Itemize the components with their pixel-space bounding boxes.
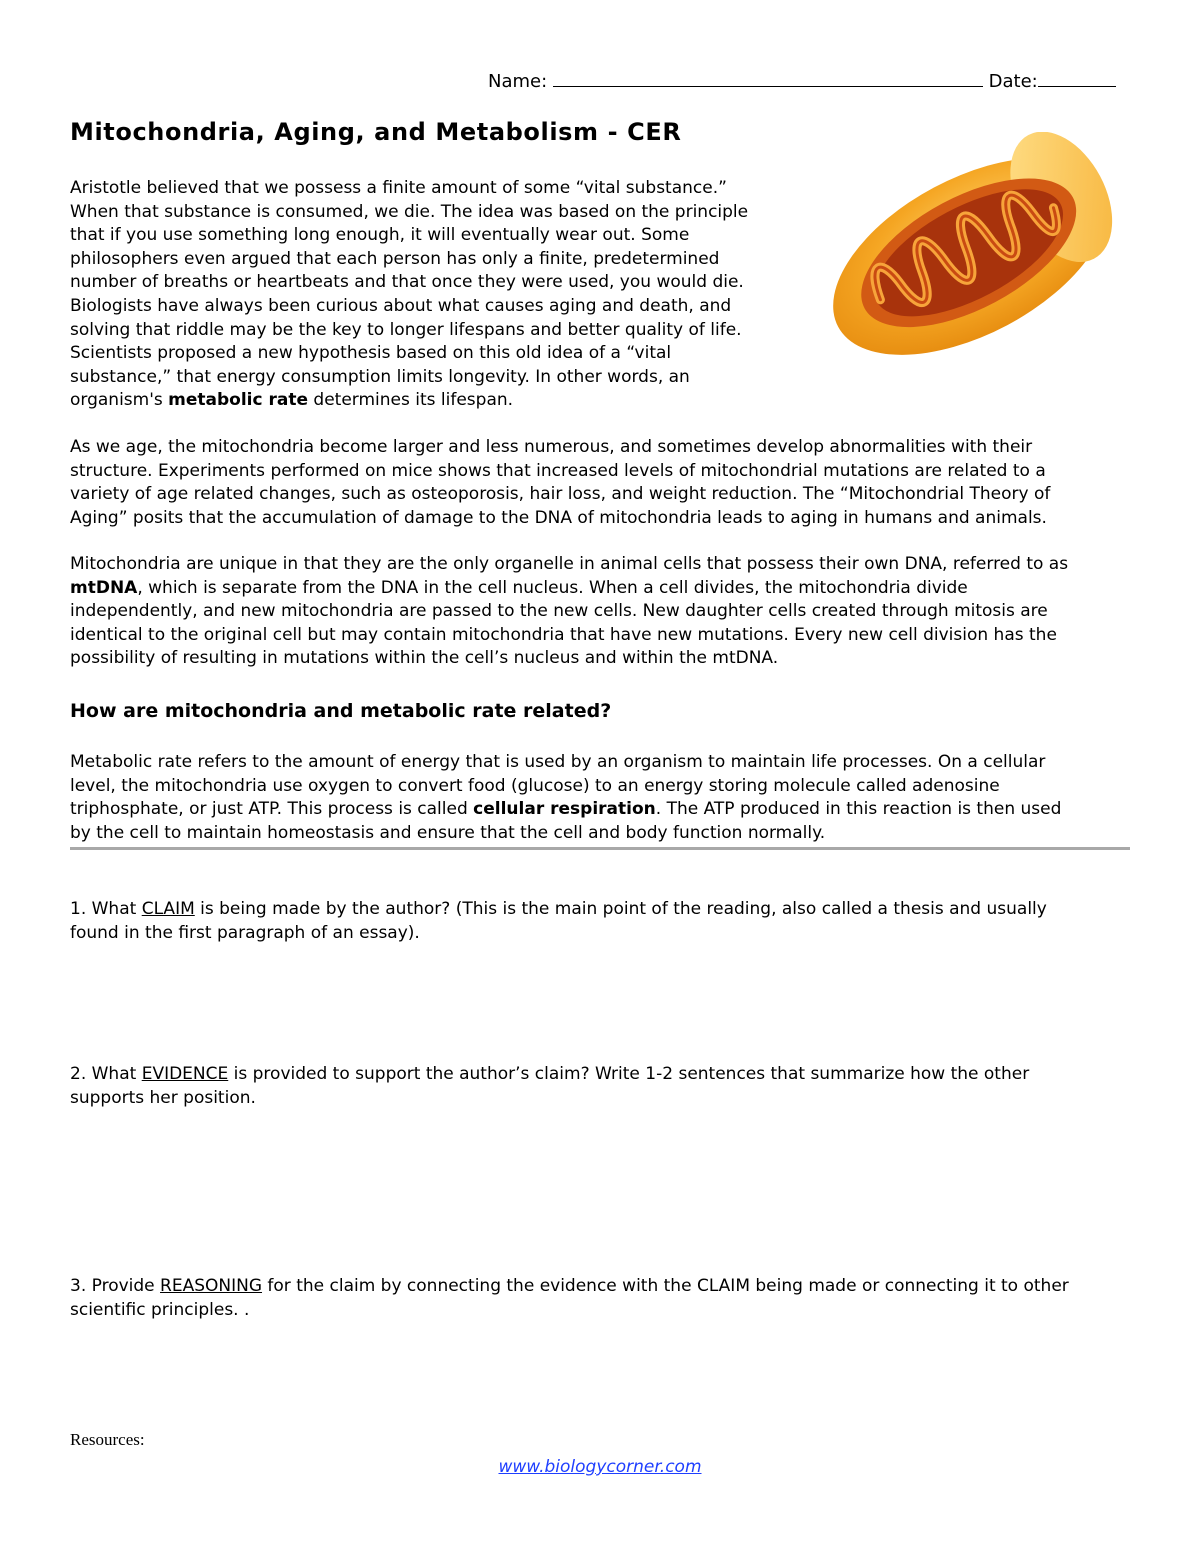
name-field[interactable] [553,70,983,87]
question-claim [70,898,1130,945]
aging-line: As we age, the mitochondria become larger and less numerous, and sometimes develop abnormalities with their [70,437,1033,457]
question-evidence [70,1063,1130,1110]
mtdna-text: , which is separate from the DNA in the cell nucleus. When a cell divides, the mitochondria divide [137,577,968,598]
question-line [70,1275,1130,1299]
mtdna-line [70,577,1140,601]
question-text: is provided to support the author’s claim? Write 1-2 sentences that summarize how the other [228,1064,1030,1084]
metabolic-line: Metabolic rate refers to the amount of energy that is used by an organism to maintain life processes. On a cellular [70,752,1046,772]
title-main: Mitochondria, Aging, and Metabolism [70,118,599,146]
intro-line: that if you use something long enough, it will eventually wear out. Some [70,225,690,246]
question-text: for the claim by connecting the evidence with the CLAIM being made or connecting it to other [262,1276,1069,1296]
metabolic-paragraph [70,751,1140,845]
reasoning-keyword: REASONING [160,1276,263,1296]
intro-line: substance,” that energy consumption limits longevity. In other words, an [70,366,690,387]
mtdna-line: possibility of resulting in mutations within the cell’s nucleus and within the mtDNA. [70,648,779,669]
question-reasoning [70,1275,1130,1322]
question-text: 2. What [70,1064,142,1084]
question-line: scientific principles. . [70,1299,250,1320]
date-field[interactable] [1038,70,1116,87]
aging-line: Aging” posits that the accumulation of damage to the DNA of mitochondria leads to aging in humans and animals. [70,507,1047,528]
mtdna-line: independently, and new mitochondria are passed to the new cells. New daughter cells created through mitosis are [70,601,1048,622]
aging-paragraph [70,436,1140,530]
section-divider [70,847,1130,850]
question-line [70,898,1130,922]
section-heading: How are mitochondria and metabolic rate related? [70,700,612,722]
question-line: found in the first paragraph of an essay). [70,922,420,943]
intro-line: Aristotle believed that we possess a finite amount of some “vital substance.” [70,178,727,198]
metabolic-text: triphosphate, or just ATP. This process is called [70,799,474,820]
aging-line: structure. Experiments performed on mice shows that increased levels of mitochondrial mutations are related to a [70,460,1046,481]
intro-line: When that substance is consumed, we die. The idea was based on the principle [70,201,749,222]
aging-line: variety of age related changes, such as osteoporosis, hair loss, and weight reduction. The “Mitochondrial Theory of [70,484,1051,505]
title-suffix: - CER [598,118,682,146]
biologycorner-link[interactable]: www.biologycorner.com [498,1457,702,1477]
metabolic-line: level, the mitochondria use oxygen to convert food (glucose) to an energy storing molecule called adenosine [70,775,1000,796]
evidence-keyword: EVIDENCE [141,1064,229,1084]
intro-line [70,389,810,413]
mtdna-line: identical to the original cell but may contain mitochondria that have new mutations. Every new cell division has the [70,624,1057,645]
resources-label: Resources: [70,1430,145,1449]
page-title [70,118,681,146]
intro-line: Biologists have always been curious about what causes aging and death, and [70,295,732,316]
mtdna-term: mtDNA [70,577,138,598]
question-line [70,1063,1130,1087]
claim-keyword: CLAIM [141,899,195,919]
mtdna-paragraph [70,553,1140,671]
question-line: supports her position. [70,1087,256,1108]
name-date-line [488,70,1116,92]
cellular-respiration-term: cellular respiration [473,799,656,820]
metabolic-line: by the cell to maintain homeostasis and ensure that the cell and body function normally. [70,822,826,843]
resource-link-row [0,1457,1200,1477]
metabolic-text: . The ATP produced in this reaction is then used [655,799,1062,820]
mtdna-line: Mitochondria are unique in that they are the only organelle in animal cells that possess their own DNA, referred to as [70,554,1069,574]
intro-line: solving that riddle may be the key to longer lifespans and better quality of life. [70,319,742,340]
intro-line: philosophers even argued that each person has only a finite, predetermined [70,248,720,269]
question-text: 1. What [70,899,142,919]
intro-line: Scientists proposed a new hypothesis based on this old idea of a “vital [70,343,672,364]
date-label: Date: [988,71,1038,92]
mitochondrion-illustration [818,132,1130,368]
metabolic-line [70,798,1140,822]
question-text: 3. Provide [70,1276,161,1296]
intro-text: organism's [70,390,169,411]
intro-line: number of breaths or heartbeats and that once they were used, you would die. [70,272,744,293]
name-label: Name: [488,71,548,92]
question-text: is being made by the author? (This is the main point of the reading, also called a thesis and usually [194,899,1047,919]
intro-paragraph [70,177,810,413]
metabolic-rate-term: metabolic rate [168,390,309,411]
intro-text: determines its lifespan. [308,390,514,411]
